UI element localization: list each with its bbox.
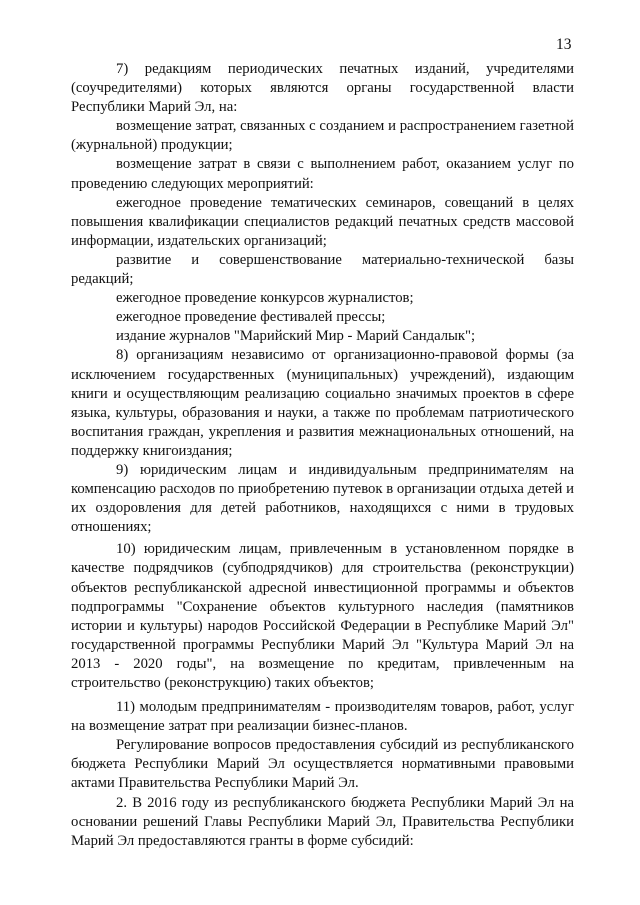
document-body <box>71 60 574 851</box>
paragraph-event-costs: возмещение затрат в связи с выполнением работ, оказанием услуг по проведению следующих мероприятий: <box>71 156 574 192</box>
paragraph-regulation: Регулирование вопросов предоставления субсидий из республиканского бюджета Республики Марий Эл осуществляется нормативными правовыми актами Правительства Республики Марий Эл. <box>71 737 574 792</box>
paragraph-item-8: 8) организациям независимо от организационно-правовой формы (за исключением государственных (муниципальных) учреждений), издающим книги и осуществляющим реализацию социально значимых проектов в сфере языка, культуры, образования и науки, а также по проблемам патриотического воспитания граждан, укрепления и развития межнациональных отношений, на поддержку книгоиздания; <box>71 347 574 459</box>
paragraph-newspaper-costs: возмещение затрат, связанных с созданием и распространением газетной (журнальной) продукции; <box>71 118 574 154</box>
paragraph-journalist-contests: ежегодное проведение конкурсов журналистов; <box>116 290 414 307</box>
paragraph-press-festivals: ежегодное проведение фестивалей прессы; <box>116 309 386 326</box>
paragraph-item-10: 10) юридическим лицам, привлеченным в установленном порядке в качестве подрядчиков (субподрядчиков) для строительства (реконструкции) объектов республиканской адресной инвестиционной программы и объектов подпрограммы "Сохранение объектов культурного наследия (памятников истории и культуры) народов Российской Федерации в Республике Марий Эл" государственной программы Республики Марий Эл "Культура Марий Эл на 2013 - 2020 годы", на возмещение по кредитам, привлеченным на строительство (реконструкцию) таких объектов; <box>71 541 574 691</box>
paragraph-journals: издание журналов "Марийский Мир - Марий Сандалык"; <box>116 328 476 345</box>
page-number: 13 <box>556 36 572 53</box>
paragraph-material-base: развитие и совершенствование материально-технической базы редакций; <box>71 251 574 288</box>
paragraph-item-11: 11) молодым предпринимателям - производителям товаров, работ, услуг на возмещение затрат при реализации бизнес-планов. <box>71 699 574 735</box>
paragraph-item-9: 9) юридическим лицам и индивидуальным предпринимателям на компенсацию расходов по приобретению путевок в организации отдыха детей и их оздоровления для детей работников, находящихся с ними в трудовых отношениях; <box>71 461 574 536</box>
paragraph-section-2: 2. В 2016 году из республиканского бюджета Республики Марий Эл на основании решений Главы Республики Марий Эл, Правительства Республики Марий Эл предоставляются гранты в форме субсидий: <box>71 794 574 849</box>
paragraph-item-7: 7) редакциям периодических печатных изданий, учредителями (соучредителями) которых являются органы государственной власти Республики Марий Эл, на: <box>71 61 574 116</box>
paragraph-seminars: ежегодное проведение тематических семинаров, совещаний в целях повышения квалификации специалистов редакций печатных средств массовой информации, издательских организаций; <box>71 194 574 249</box>
